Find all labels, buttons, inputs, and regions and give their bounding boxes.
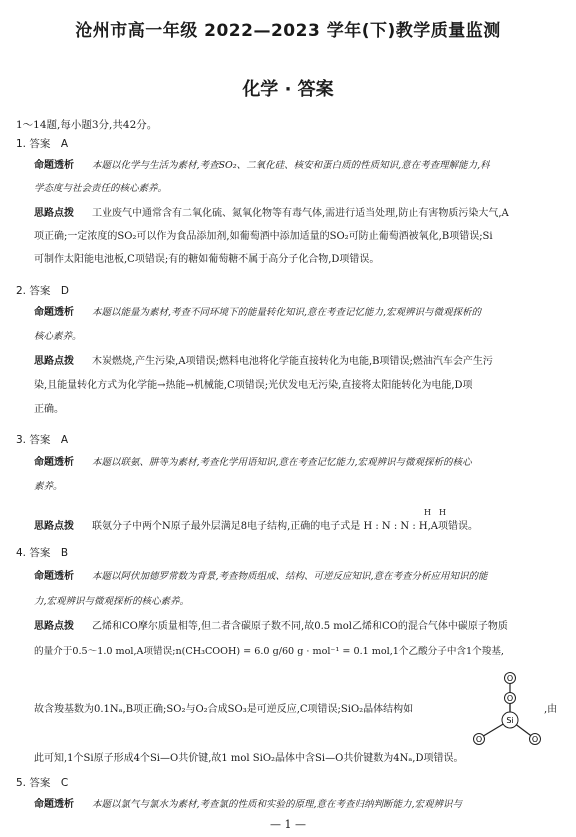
sio2-structure-diagram [470, 666, 544, 754]
q4-hint-line3-tail: ,由 [544, 704, 558, 715]
subject-title: 化学 · 答案 [242, 79, 334, 100]
q4-hint-line4: 此可知,1个Si原子形成4个Si—O共价键,故1 mol SiO₂晶体中含Si—O共价键数为4Nₐ,D项错误。 [34, 753, 464, 764]
q1-analysis-line2: 学态度与社会责任的核心素养。 [34, 183, 168, 194]
q2-analysis-label: 命题透析 [34, 307, 74, 318]
q2-analysis-line2: 核心素养。 [34, 331, 82, 342]
q4-analysis-line2: 力,宏观辨识与微观探析的核心素养。 [34, 596, 190, 607]
q1-answer: 1. 答案 A [16, 138, 69, 150]
q3-hint-line1: 联氨分子中两个N原子最外层满足8电子结构,正确的电子式是 H : N : N : H,A项错误。 [92, 521, 478, 532]
q4-hint-label: 思路点拨 [34, 621, 74, 632]
q2-hint-line3: 正确。 [34, 404, 64, 415]
o-label-back: O [506, 694, 514, 703]
o-label-left: O [475, 735, 483, 744]
q4-hint-line2: 的量介于0.5～1.0 mol,A项错误;n(CH₃COOH) = 6.0 g/60 g · mol⁻¹ = 0.1 mol,1个乙酸分子中含1个羧基, [34, 646, 504, 657]
q1-hint-line2: 项正确;一定浓度的SO₂可以作为食品添加剂,如葡萄酒中添加适量的SO₂可防止葡萄酒被氧化,B项错误;Si [34, 231, 493, 242]
q5-analysis-label: 命题透析 [34, 799, 74, 810]
exam-title: 沧州市高一年级 2022—2023 学年(下)教学质量监测 [75, 21, 501, 41]
q1-hint-line1: 工业废气中通常含有二氧化硫、氮氧化物等有毒气体,需进行适当处理,防止有害物质污染大气,A [92, 208, 509, 219]
q5-answer: 5. 答案 C [16, 777, 69, 789]
section-intro: 1～14题,每小题3分,共42分。 [16, 119, 158, 131]
q4-analysis-line1: 本题以阿伏加德罗常数为背景,考查物质组成、结构、可逆反应知识,意在考查分析应用知识的能 [92, 571, 488, 582]
q3-h-atoms-top: H H [424, 508, 446, 517]
q4-hint-line3: 故含羧基数为0.1Nₐ,B项正确;SO₂与O₂合成SO₃是可逆反应,C项错误;SiO₂晶体结构如 [34, 704, 414, 715]
q3-analysis-label: 命题透析 [34, 457, 74, 468]
q1-hint-line3: 可制作太阳能电池板,C项错误;有的糖如葡萄糖不属于高分子化合物,D项错误。 [34, 254, 380, 265]
q3-answer: 3. 答案 A [16, 434, 69, 446]
o-label-right: O [531, 735, 539, 744]
q2-hint-line2: 染,且能量转化方式为化学能→热能→机械能,C项错误;光伏发电无污染,直接将太阳能转化为电能,D项 [34, 380, 473, 391]
q3-analysis-line2: 素养。 [34, 481, 63, 492]
q2-answer: 2. 答案 D [16, 285, 69, 297]
q3-hint-label: 思路点拨 [34, 521, 74, 532]
o-label-top: O [506, 674, 514, 683]
q4-hint-line1: 乙烯和CO摩尔质量相等,但二者含碳原子数不同,故0.5 mol乙烯和CO的混合气体中碳原子物质 [92, 621, 508, 632]
q4-answer: 4. 答案 B [16, 547, 69, 559]
q2-hint-label: 思路点拨 [34, 356, 74, 367]
q4-analysis-label: 命题透析 [34, 571, 74, 582]
q1-hint-label: 思路点拨 [34, 208, 74, 219]
q1-analysis-line1: 本题以化学与生活为素材,考查SO₂、二氧化硅、核安和蛋白质的性质知识,意在考查理解能力,科 [92, 160, 490, 171]
q5-analysis-line1: 本题以氯气与氯水为素材,考查氯的性质和实验的原理,意在考查归纳判断能力,宏观辨识与 [92, 799, 463, 810]
q3-analysis-line1: 本题以联氨、肼等为素材,考查化学用语知识,意在考查记忆能力,宏观辨识与微观探析的核心 [92, 457, 472, 468]
si-label: Si [506, 716, 514, 725]
q1-analysis-label: 命题透析 [34, 160, 74, 171]
q2-hint-line1: 木炭燃烧,产生污染,A项错误;燃料电池将化学能直接转化为电能,B项错误;燃油汽车会产生污 [92, 356, 493, 367]
q2-analysis-line1: 本题以能量为素材,考查不同环境下的能量转化知识,意在考查记忆能力,宏观辨识与微观探析的 [92, 307, 482, 318]
page-number: — 1 — [270, 818, 306, 831]
